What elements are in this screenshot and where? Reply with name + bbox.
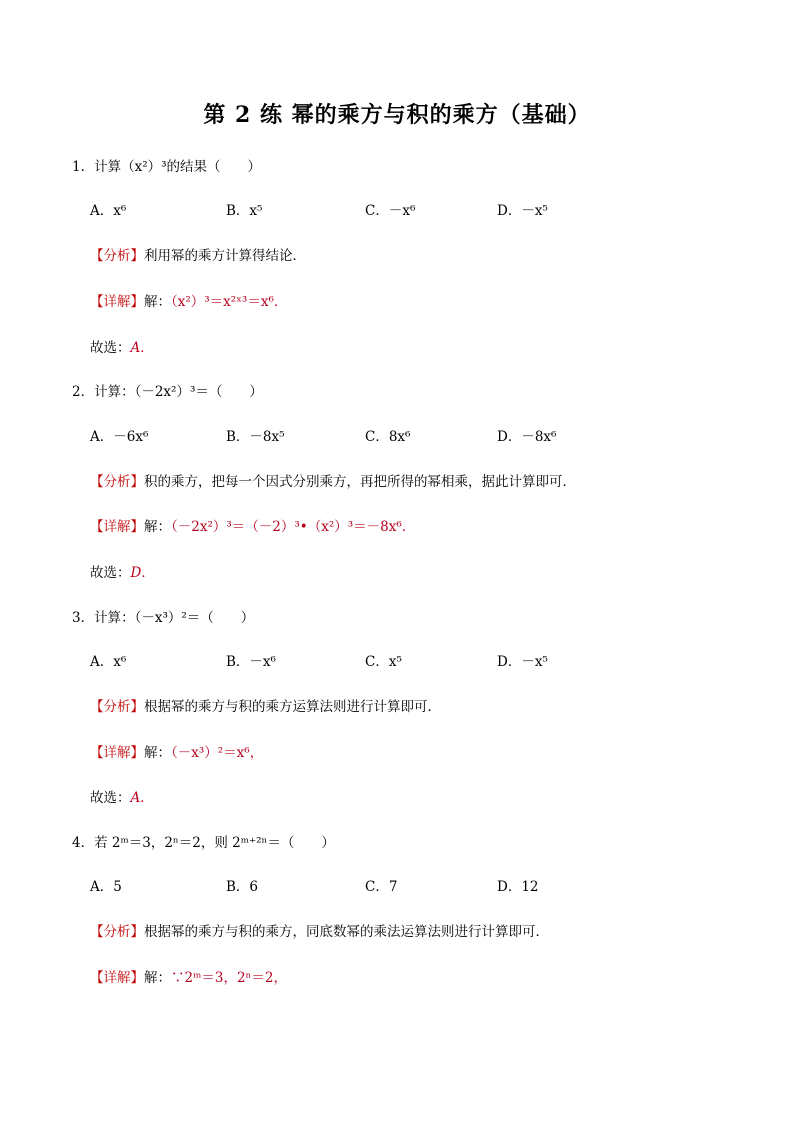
option-d: D．－x⁵: [497, 654, 548, 670]
detail-tag: 【详解】: [90, 294, 144, 310]
analysis-text: 根据幂的乘方与积的乘方，同底数幂的乘法运算法则进行计算即可．: [144, 924, 549, 940]
question-1-stem: 1．计算（x²）³的结果（ ）: [72, 159, 262, 175]
answer-prefix: 故选：: [90, 340, 131, 356]
analysis-tag: 【分析】: [90, 248, 144, 264]
option-a: A．－6x⁶: [90, 429, 149, 445]
answer-suffix: ．: [141, 565, 155, 581]
analysis-tag: 【分析】: [90, 699, 144, 715]
analysis-text: 积的乘方，把每一个因式分别乘方，再把所得的幂相乘，据此计算即可．: [144, 474, 576, 490]
option-d: D．12: [497, 879, 539, 895]
question-3-analysis: [90, 697, 441, 717]
question-3-detail: [90, 743, 263, 763]
question-2-analysis: [90, 472, 576, 492]
option-a: A．5: [90, 879, 122, 895]
option-d: D．－x⁵: [497, 203, 548, 219]
detail-tag: 【详解】: [90, 519, 144, 535]
question-4-stem: 4．若 2ᵐ＝3，2ⁿ＝2，则 2ᵐ⁺²ⁿ＝（ ）: [72, 835, 335, 851]
question-4-analysis: [90, 922, 549, 942]
analysis-text: 根据幂的乘方与积的乘方运算法则进行计算即可．: [144, 699, 441, 715]
question-4-detail: [90, 968, 287, 988]
detail-tag: 【详解】: [90, 745, 144, 761]
question-1-answer: [90, 338, 154, 358]
answer-letter: D: [130, 565, 142, 581]
question-2-answer: [90, 563, 155, 583]
question-2-detail: [90, 517, 415, 537]
option-c: C．8x⁶: [365, 429, 411, 445]
option-c: C．x⁵: [365, 654, 402, 670]
option-b: B．－x⁶: [226, 654, 276, 670]
page-title: 第 2 练 幂的乘方与积的乘方（基础）: [203, 102, 591, 128]
analysis-tag: 【分析】: [90, 924, 144, 940]
detail-text: （x²）³＝x²ˣ³＝x⁶．: [171, 294, 288, 310]
answer-suffix: ．: [140, 340, 154, 356]
answer-prefix: 故选：: [90, 790, 131, 806]
analysis-tag: 【分析】: [90, 474, 144, 490]
option-b: B．x⁵: [226, 203, 263, 219]
option-b: B．6: [226, 879, 259, 895]
detail-prefix: 解：: [144, 519, 171, 535]
question-2-stem: 2．计算：（－2x²）³＝（ ）: [72, 384, 263, 400]
detail-prefix: 解：: [144, 294, 171, 310]
detail-tag: 【详解】: [90, 970, 144, 986]
option-a: A．x⁶: [90, 203, 127, 219]
option-c: C．7: [365, 879, 398, 895]
question-1-detail: [90, 292, 287, 312]
detail-prefix: 解：: [144, 745, 171, 761]
detail-text: ∵2ᵐ＝3，2ⁿ＝2，: [171, 970, 287, 986]
question-1-analysis: [90, 246, 306, 266]
answer-letter: A: [130, 340, 141, 356]
option-b: B．－8x⁵: [226, 429, 285, 445]
option-c: C．－x⁶: [365, 203, 416, 219]
option-a: A．x⁶: [90, 654, 127, 670]
answer-prefix: 故选：: [90, 565, 131, 581]
detail-text: （－x³）²＝x⁶，: [171, 745, 264, 761]
question-3-answer: [90, 788, 154, 808]
answer-letter: A: [130, 790, 141, 806]
analysis-text: 利用幂的乘方计算得结论．: [144, 248, 306, 264]
detail-text: （－2x²）³＝（－2）³•（x²）³＝－8x⁶．: [171, 519, 416, 535]
detail-prefix: 解：: [144, 970, 171, 986]
question-3-stem: 3．计算：（－x³）²＝（ ）: [72, 610, 255, 626]
answer-suffix: ．: [140, 790, 154, 806]
option-d: D．－8x⁶: [497, 429, 557, 445]
